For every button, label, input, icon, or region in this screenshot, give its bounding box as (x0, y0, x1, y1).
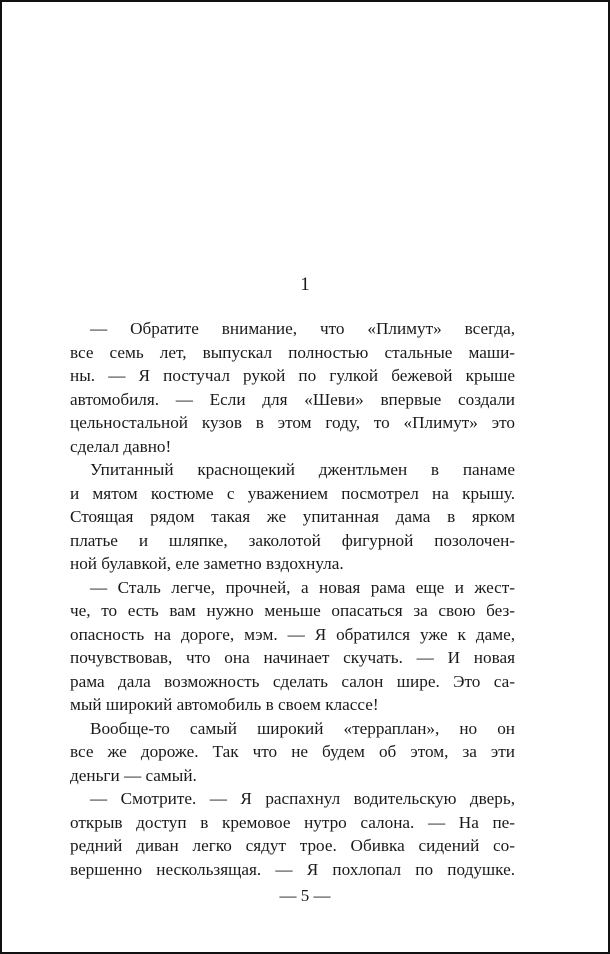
text-line: цельностальной кузов в этом году, то «Плимут» это (70, 413, 515, 432)
paragraph (70, 717, 515, 788)
text-line: открыв доступ в кремовое нутро салона. — На пе- (70, 812, 515, 832)
text-line: — Сталь легче, прочней, а новая рама еще и жест- (90, 577, 515, 597)
text-line: почувствовав, что она начинает скучать. — И новая (70, 648, 515, 667)
chapter-number: 1 (300, 274, 310, 295)
text-line: Вообще-то самый широкий «терраплан», но он (90, 718, 515, 738)
text-line: ной булавкой, еле заметно вздохнула. (70, 554, 344, 573)
text-line: деньги — самый. (70, 765, 197, 785)
text-line: Упитанный краснощекий джентльмен в панаме (90, 460, 515, 479)
text-line: рама дала возможность сделать салон шире. Это са- (70, 671, 515, 691)
text-line: опасность на дороге, мэм. — Я обратился уже к даме, (70, 624, 515, 644)
text-line: все же дороже. Так что не будем об этом, за эти (70, 742, 515, 761)
body-text (70, 317, 515, 881)
text-line: редний диван легко сядут трое. Обивка сидений со- (70, 836, 515, 855)
text-line: — Смотрите. — Я распахнул водительскую дверь, (90, 789, 515, 808)
text-line: вершенно нескользящая. — Я похлопал по подушке. (70, 859, 515, 879)
text-line: мый широкий автомобиль в своем классе! (70, 695, 379, 714)
paragraph (70, 787, 515, 881)
page-number: — 5 — (279, 886, 331, 905)
text-line: сделал давно! (70, 436, 172, 456)
paragraph (70, 317, 515, 458)
text-line: платье и шляпке, заколотой фигурной позолочен- (70, 530, 515, 550)
text-line: и мятом костюме с уважением посмотрел на крышу. (70, 483, 515, 503)
text-line: — Обратите внимание, что «Плимут» всегда, (90, 319, 515, 338)
paragraph (70, 576, 515, 717)
text-line: че, то есть вам нужно меньше опасаться за свою без- (70, 601, 515, 620)
text-line: все семь лет, выпускал полностью стальные маши- (70, 342, 515, 362)
text-line: Стоящая рядом такая же упитанная дама в ярком (70, 507, 515, 526)
text-line: автомобиля. — Если для «Шеви» впервые создали (70, 389, 515, 409)
text-line: ны. — Я постучал рукой по гулкой бежевой крыше (70, 366, 515, 385)
paragraph (70, 458, 515, 576)
